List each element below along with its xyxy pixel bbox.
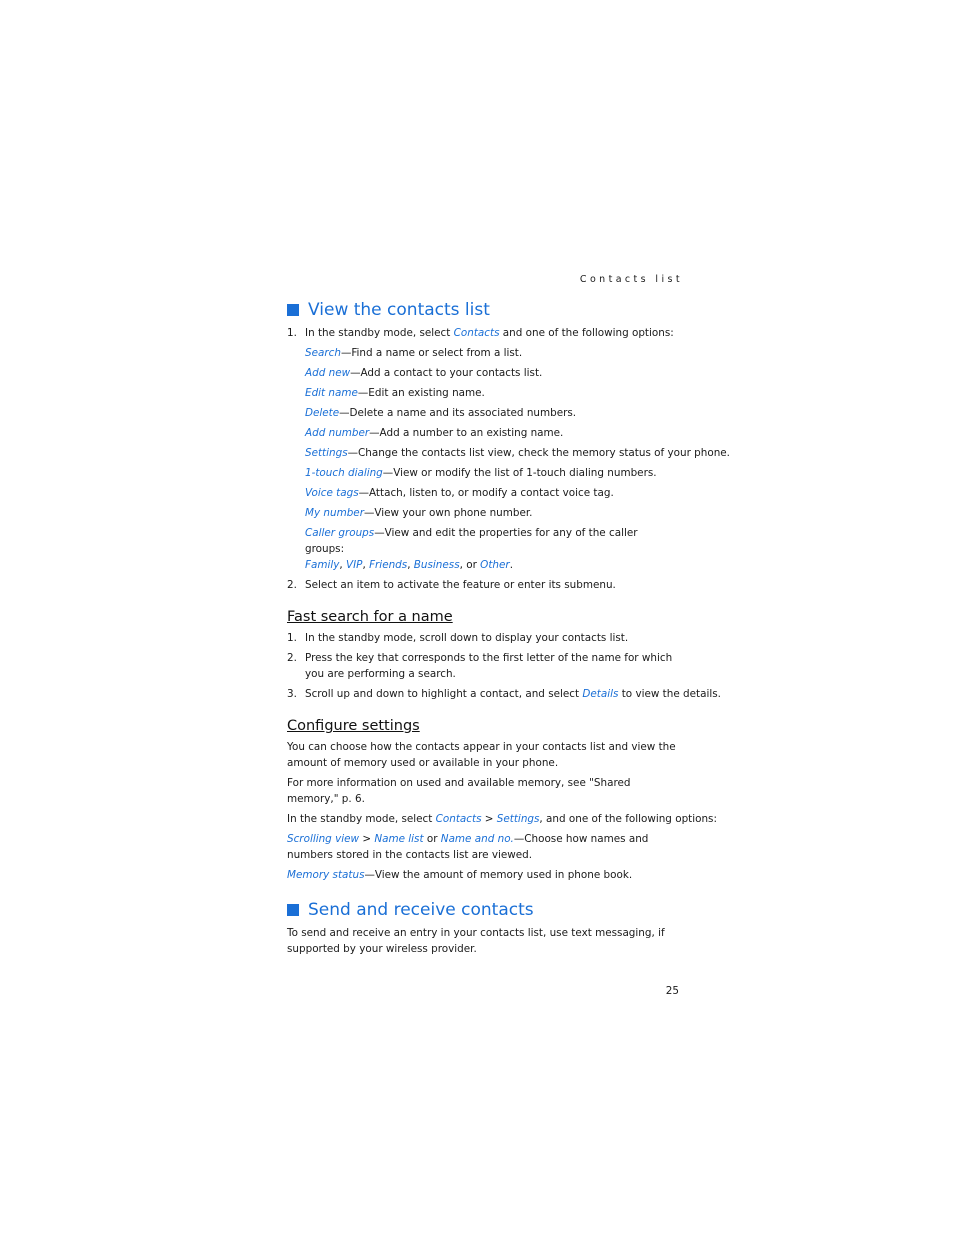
option-link[interactable]: Caller groups <box>305 527 375 539</box>
option-item <box>305 485 679 501</box>
option-item <box>305 465 679 481</box>
step-text: to view the details. <box>618 688 721 700</box>
step-text: Select an item to activate the feature or enter its submenu. <box>305 579 616 591</box>
option-link[interactable]: Scrolling view <box>287 833 360 845</box>
step-text: and one of the following options: <box>499 327 674 339</box>
paragraph: For more information on used and available memory, see "Shared memory," p. 6. <box>287 777 631 805</box>
step-text: Scroll up and down to highlight a contact, and select <box>305 688 583 700</box>
paragraph: You can choose how the contacts appear in your contacts list and view the amount of memory used or available in your phone. <box>287 741 676 769</box>
option-desc: —View the amount of memory used in phone book. <box>364 869 633 881</box>
option-desc: —Delete a name and its associated numbers. <box>339 407 577 419</box>
option-desc: —Attach, listen to, or modify a contact voice tag. <box>358 487 614 499</box>
option-link[interactable]: My number <box>305 507 364 519</box>
section-heading-view-contacts <box>287 299 679 321</box>
option-link[interactable]: Search <box>305 347 341 359</box>
separator: > <box>359 833 375 845</box>
separator: , <box>362 559 370 571</box>
paragraph: To send and receive an entry in your contacts list, use text messaging, if supported by your wireless provider. <box>287 927 665 955</box>
text: In the standby mode, select <box>287 813 436 825</box>
option-link[interactable]: Add new <box>305 367 351 379</box>
option-desc: —Add a number to an existing name. <box>369 427 564 439</box>
separator: , or <box>459 559 481 571</box>
subsection-title-fast-search: Fast search for a name <box>287 609 453 625</box>
step-number: 3. <box>287 688 297 700</box>
step-item <box>287 325 679 341</box>
separator: . <box>509 559 513 571</box>
menu-link-details[interactable]: Details <box>582 688 619 700</box>
separator: , <box>339 559 346 571</box>
option-item <box>305 385 679 401</box>
paragraph <box>287 811 717 827</box>
blue-square-icon <box>287 304 299 316</box>
option-desc: —View and edit the properties for any of the caller groups: <box>305 527 638 555</box>
option-desc: —View or modify the list of 1-touch dialing numbers. <box>382 467 657 479</box>
option-item <box>305 445 730 461</box>
option-link[interactable]: Voice tags <box>305 487 359 499</box>
option-item <box>305 425 679 441</box>
running-head: Contacts list <box>579 274 683 285</box>
option-desc: —Find a name or select from a list. <box>340 347 523 359</box>
option-desc: —Edit an existing name. <box>357 387 485 399</box>
step-number: 1. <box>287 327 297 339</box>
subsection-title-configure: Configure settings <box>287 718 420 734</box>
option-link[interactable]: Settings <box>305 447 348 459</box>
step-number: 2. <box>287 652 297 664</box>
option-link[interactable]: Add number <box>305 427 370 439</box>
step-text: In the standby mode, select <box>305 327 454 339</box>
step-item <box>287 630 679 646</box>
option-desc: —View your own phone number. <box>363 507 533 519</box>
option-item-memory-status <box>287 867 679 883</box>
step-item <box>287 577 679 593</box>
option-link[interactable]: 1-touch dialing <box>305 467 383 479</box>
section-heading-send-receive <box>287 899 679 921</box>
section-title: Send and receive contacts <box>308 900 534 920</box>
menu-link-contacts[interactable]: Contacts <box>453 327 500 339</box>
step-number: 2. <box>287 579 297 591</box>
separator: or <box>423 833 441 845</box>
menu-link-settings[interactable]: Settings <box>496 813 540 825</box>
option-link[interactable]: Name and no. <box>440 833 514 845</box>
option-desc: —Add a contact to your contacts list. <box>350 367 543 379</box>
separator: , <box>407 559 414 571</box>
option-link[interactable]: Memory status <box>287 869 365 881</box>
option-item <box>305 505 679 521</box>
group-link[interactable]: Friends <box>369 559 408 571</box>
option-desc: —Choose how names and numbers stored in the contacts list are viewed. <box>287 833 649 861</box>
option-item-caller-groups <box>305 525 679 573</box>
separator: > <box>481 813 497 825</box>
group-link[interactable]: Other <box>480 559 510 571</box>
option-link[interactable]: Edit name <box>305 387 358 399</box>
group-link[interactable]: Family <box>305 559 340 571</box>
step-text: Press the key that corresponds to the first letter of the name for which you are performing a search. <box>305 652 673 680</box>
group-link[interactable]: VIP <box>346 559 363 571</box>
text: , and one of the following options: <box>539 813 717 825</box>
option-link[interactable]: Delete <box>305 407 340 419</box>
step-item <box>287 686 721 702</box>
option-item-scrolling-view <box>287 831 679 863</box>
option-desc: —Change the contacts list view, check the memory status of your phone. <box>347 447 730 459</box>
blue-square-icon <box>287 904 299 916</box>
step-text: In the standby mode, scroll down to display your contacts list. <box>305 632 629 644</box>
menu-link-contacts[interactable]: Contacts <box>435 813 482 825</box>
option-item <box>305 405 679 421</box>
group-link[interactable]: Business <box>413 559 460 571</box>
option-item <box>305 365 679 381</box>
manual-page <box>287 272 730 999</box>
step-number: 1. <box>287 632 297 644</box>
section-title: View the contacts list <box>308 300 490 320</box>
option-link[interactable]: Name list <box>374 833 424 845</box>
option-item <box>305 345 679 361</box>
step-item <box>287 650 679 682</box>
page-number: 25 <box>665 985 679 997</box>
